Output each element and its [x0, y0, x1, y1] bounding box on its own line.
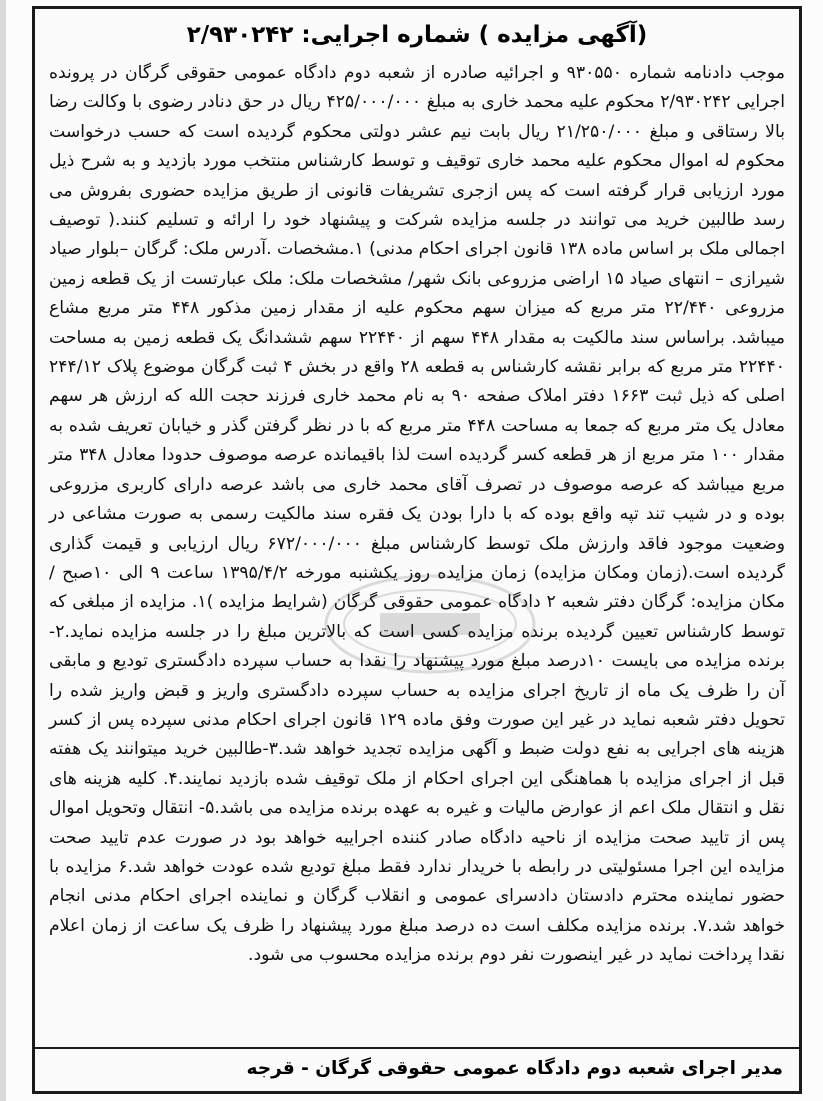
notice-frame	[32, 6, 802, 1094]
notice-body: موجب دادنامه شماره ۹۳۰۵۵۰ و اجرائیه صادره از شعبه دوم دادگاه عمومی حقوقی گرگان در پرونده اجرایی ۲/۹۳۰۲۴۲ محکوم علیه محمد خاری به مبلغ ۴۲۵/۰۰۰/۰۰۰ ریال در حق دنادر رضوی با وکالت رضا بالا رستاقی و مبلغ ۲۱/۲۵۰/۰۰۰ ریال بابت نیم عشر دولتی محکوم گردیده است که حسب درخواست محکوم له اموال محکوم علیه محمد خاری توقیف و توسط کارشناس منتخب مورد بازدید و به شرح ذیل مورد ارزیابی قرار گرفته است که پس ازجری تشریفات قانونی از طریق مزایده حضوری بفروش می رسد طالبین خرید می توانند در جلسه مزایده شرکت و پیشنهاد خود را ارائه و تسلیم کنند.( توصیف اجمالی ملک بر اساس ماده ۱۳۸ قانون اجرای احکام مدنی) ۱.مشخصات .آدرس ملک: گرگان –بلوار صیاد شیرازی – انتهای صیاد ۱۵ اراضی مزروعی بانک شهر/ مشخصات ملک: ملک عبارتست از یک قطعه زمین مزروعی ۲۲/۴۴۰ متر مربع که میزان سهم محکوم علیه از مقدار زمین مذکور ۴۴۸ متر مربع مشاع میباشد. براساس سند مالکیت به مقدار ۴۴۸ سهم از ۲۲۴۴۰ سهم ششدانگ یک قطعه زمین به مساحت ۲۲۴۴۰ متر مربع که برابر نقشه کارشناس به قطعه ۲۸ واقع در بخش ۴ ثبت گرگان موضوع پلاک ۲۴۴/۱۲ اصلی که ذیل ثبت ۱۶۶۳ دفتر املاک صفحه ۹۰ به نام محمد خاری فرزند حجت الله که ارزش هر سهم معادل یک متر مربع که جمعا به مساحت ۴۴۸ متر مربع که با در نظر گرفتن گذر و خیابان تعریف شده به مقدار ۱۰۰ متر مربع از هر قطعه کسر گردیده است لذا باقیمانده عرصه موصوف حدودا معادل ۳۴۸ متر مربع میباشد که عرصه موصوف در تصرف آقای محمد خاری می باشد عرصه دارای کاربری مزروعی بوده و در شیب تند تپه واقع بوده که با دارا بودن یک فقره سند مالکیت رسمی به صورت مشاعی در وضعیت موجود فاقد وارزش ملک توسط کارشناس مبلغ ۶۷۲/۰۰۰/۰۰۰ ریال ارزیابی و قیمت گذاری گردیده است.(زمان ومکان مزایده) زمان مزایده روز یکشنبه مورخه ۱۳۹۵/۴/۲ ساعت ۹ الی ۱۰صبح / مکان مزایده: گرگان دفتر شعبه ۲ دادگاه عمومی حقوقی گرگان (شرایط مزایده )۱. مزایده از مبلغی که توسط کارشناس تعیین گردیده برنده مزایده کسی است که بالاترین مبلغ را در جلسه مزایده نماید.۲-برنده مزایده می بایست ۱۰درصد مبلغ مورد پیشنهاد را نقدا به حساب سپرده دادگستری تودیع و مابقی آن را ظرف یک ماه از تاریخ اجرای مزایده به حساب سپرده دادگستری واریز و قبض واریز شده را تحویل دفتر شعبه نماید در غیر این صورت وفق ماده ۱۲۹ قانون اجرای احکام مدنی سپرده پس از کسر هزینه های اجرایی به نفع دولت ضبط و آگهی مزایده تجدید خواهد شد.۳-طالبین خرید میتوانند یک هفته قبل از اجرای مزایده با هماهنگی این اجرای احکام از ملک توقیف شده بازدید نمایند.۴. کلیه هزینه های نقل و انتقال ملک اعم از عوارض مالیات و غیره به عهده برنده مزایده می باشد.۵- انتقال وتحویل اموال پس از تایید صحت مزایده از ناحیه دادگاه صادر کننده اجراییه خواهد بود در صورت عدم تایید صحت مزایده این اجرا مسئولیتی در رابطه با خریدار ندارد فقط مبلغ تودیع شده عودت خواهد شد.۶ مزایده با حضور نماینده محترم دادستان دادسرای عمومی و انقلاب گرگان و نماینده اجرای احکام مدنی انجام خواهد شد.۷. برنده مزایده مکلف است ده درصد مبلغ مورد پیشنهاد را ظرف یک ساعت از زمان اعلام نقدا پرداخت نماید در غیر اینصورت نفر دوم برنده مزایده محسوب می شود.	[49, 63, 786, 966]
notice-signature: مدیر اجرای شعبه دوم دادگاه عمومی حقوقی گرگان - قرجه	[246, 1058, 783, 1079]
notice-title: (آگهی مزایده ) شماره اجرایی: ۲/۹۳۰۲۴۲	[186, 22, 648, 48]
footer-bar	[35, 1047, 799, 1091]
